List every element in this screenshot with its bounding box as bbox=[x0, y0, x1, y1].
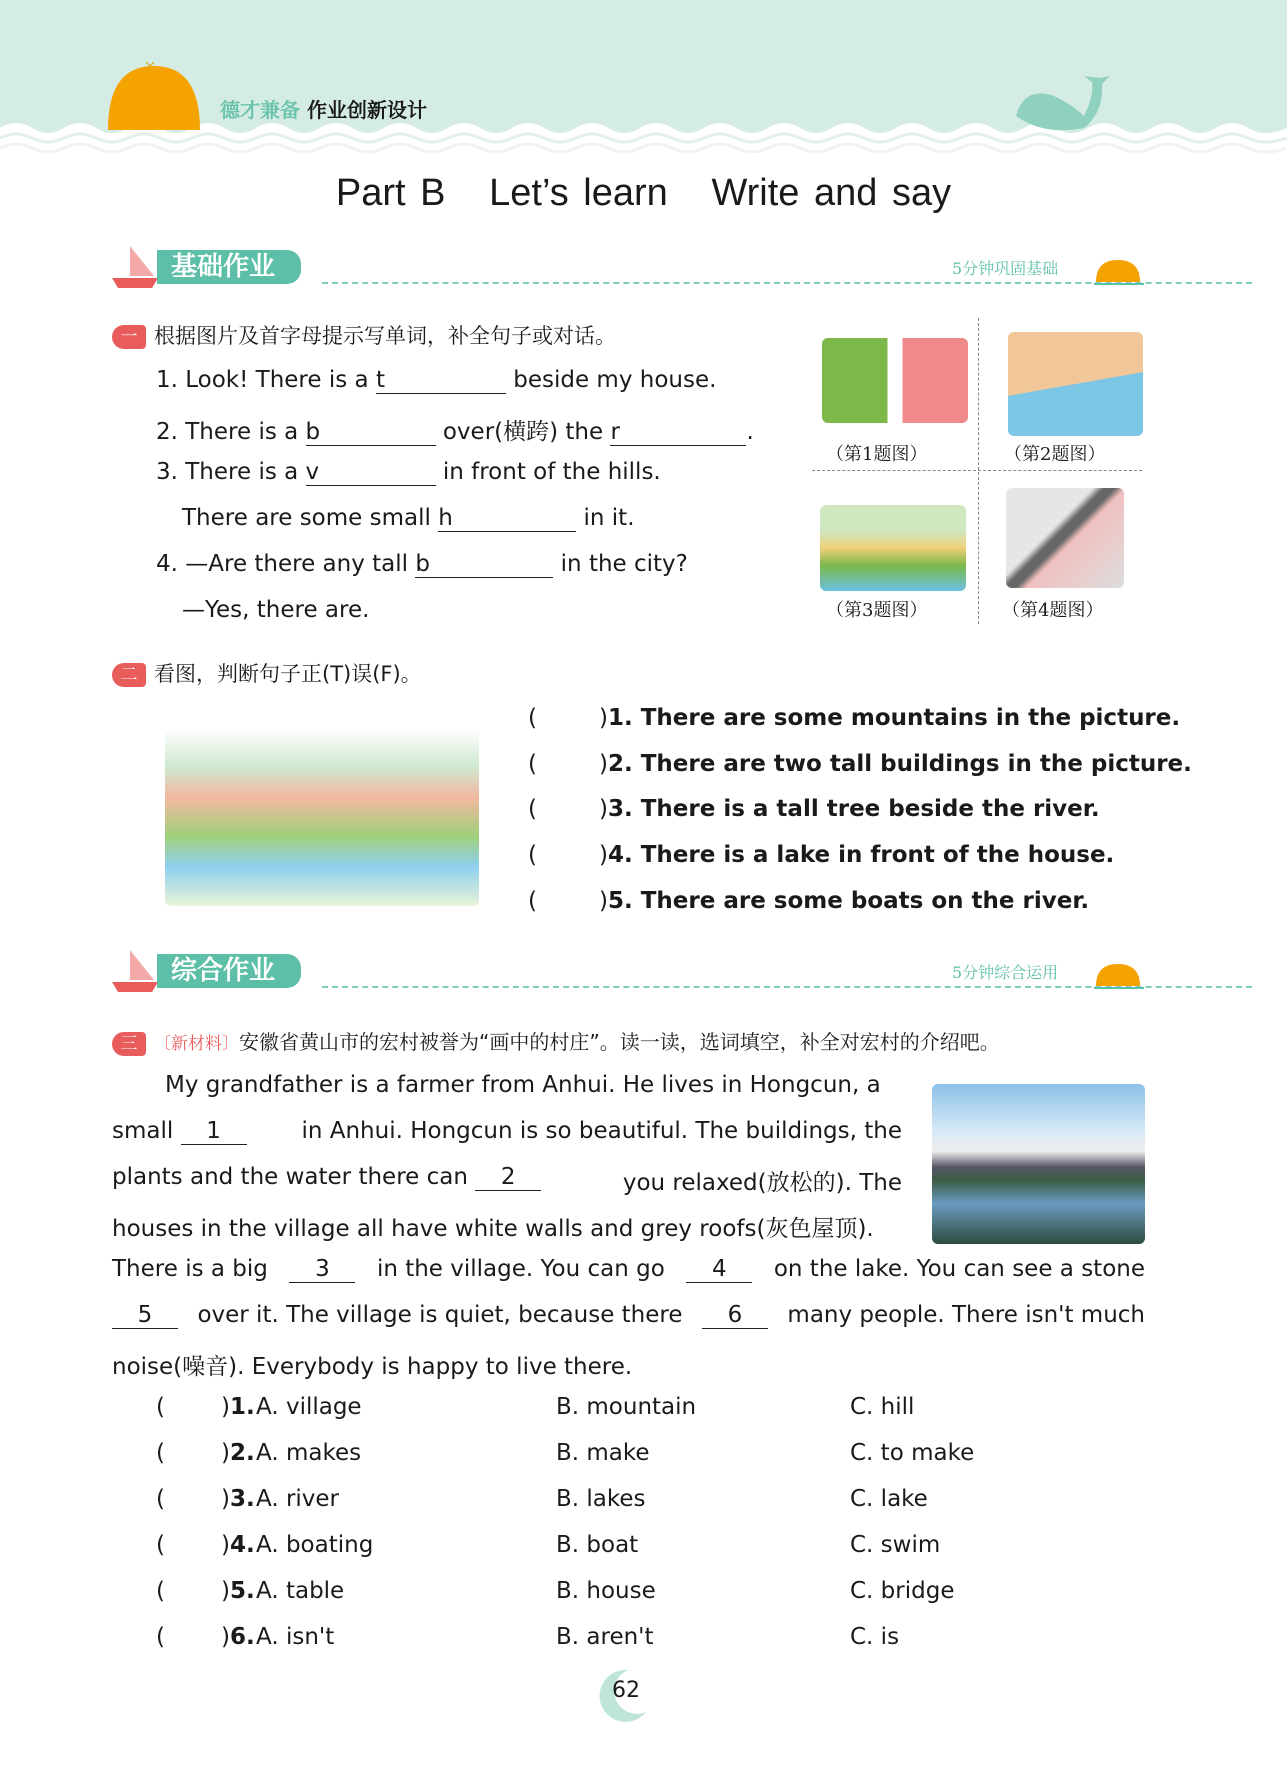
caption: （第3题图） bbox=[826, 600, 928, 621]
grid-divider bbox=[978, 318, 979, 624]
blank-5[interactable]: 5 bbox=[112, 1302, 178, 1329]
tf-item: ( )4. There is a lake in front of the house. bbox=[528, 842, 1115, 868]
blank-input[interactable]: b bbox=[415, 551, 553, 578]
section-label: 基础作业 bbox=[157, 250, 301, 284]
caption: （第1题图） bbox=[826, 444, 928, 465]
tf-item: ( )2. There are two tall buildings in the picture. bbox=[528, 751, 1192, 777]
option-a: A. table bbox=[256, 1578, 345, 1604]
blank-4[interactable]: 4 bbox=[686, 1256, 752, 1283]
sun-icon bbox=[106, 62, 202, 130]
blank-input[interactable]: t bbox=[376, 367, 506, 394]
blank-6[interactable]: 6 bbox=[702, 1302, 768, 1329]
page-number: 62 bbox=[612, 1678, 640, 1703]
section-subtitle: 5分钟综合运用 bbox=[952, 963, 1059, 982]
picture-bridge-river bbox=[1008, 332, 1143, 436]
passage-line: houses in the village all have white walls and grey roofs(灰色屋顶). bbox=[112, 1216, 874, 1242]
section-banner-comprehensive bbox=[112, 950, 1152, 992]
passage-line: plants and the water there can 2 you relaxed(放松的). The bbox=[112, 1164, 902, 1196]
tf-item: ( )1. There are some mountains in the picture. bbox=[528, 705, 1181, 731]
option-b: B. boat bbox=[556, 1532, 639, 1558]
picture-house-river-scene bbox=[165, 708, 479, 906]
option-c: C. bridge bbox=[850, 1578, 955, 1604]
option-c: C. swim bbox=[850, 1532, 941, 1558]
blank-input[interactable]: v bbox=[306, 459, 436, 486]
blank-input[interactable]: b bbox=[306, 419, 436, 446]
passage-line: noise(噪音). Everybody is happy to live there. bbox=[112, 1354, 633, 1380]
q1-line-4: There are some small h in it. bbox=[182, 505, 635, 531]
question-number: 二 bbox=[112, 663, 146, 687]
passage-line: There is a big 3 in the village. You can go 4 on the lake. You can see a stone bbox=[112, 1256, 1145, 1282]
sailboat-icon bbox=[112, 948, 158, 992]
picture-tree-house bbox=[822, 338, 968, 423]
option-a: A. village bbox=[256, 1394, 362, 1420]
whale-icon bbox=[1014, 76, 1112, 132]
caption: （第4题图） bbox=[1002, 600, 1104, 621]
instruction-text: 安徽省黄山市的宏村被誉为“画中的村庄”。读一读，选词填空，补全对宏村的介绍吧。 bbox=[239, 1030, 1000, 1054]
answer-paren[interactable]: ( )1. bbox=[156, 1394, 255, 1420]
sailboat-icon bbox=[112, 244, 158, 288]
sun-icon bbox=[1094, 960, 1144, 994]
option-b: B. mountain bbox=[556, 1394, 697, 1420]
option-a: A. boating bbox=[256, 1532, 374, 1558]
option-c: C. hill bbox=[850, 1394, 915, 1420]
q2-instruction bbox=[112, 658, 422, 688]
new-material-tag: 〔新材料〕 bbox=[154, 1034, 239, 1054]
brand-green: 德才兼备 bbox=[220, 98, 300, 122]
passage-line: 5 over it. The village is quiet, because there 6 many people. There isn't much bbox=[112, 1302, 1145, 1329]
q1-line-6: —Yes, there are. bbox=[182, 597, 370, 623]
section-label: 综合作业 bbox=[157, 954, 301, 988]
option-c: C. is bbox=[850, 1624, 900, 1650]
answer-paren[interactable]: ( )4. bbox=[156, 1532, 255, 1558]
instruction-text: 根据图片及首字母提示写单词，补全句子或对话。 bbox=[154, 324, 616, 348]
answer-paren[interactable]: ( )6. bbox=[156, 1624, 255, 1650]
option-b: B. lakes bbox=[556, 1486, 646, 1512]
option-b: B. aren't bbox=[556, 1624, 654, 1650]
blank-2[interactable]: 2 bbox=[475, 1164, 541, 1191]
q1-line-2: 2. There is a b over(横跨) the r . bbox=[156, 419, 754, 445]
section-subtitle: 5分钟巩固基础 bbox=[952, 259, 1059, 278]
question-number: 三 bbox=[112, 1032, 146, 1056]
option-c: C. to make bbox=[850, 1440, 975, 1466]
tf-item: ( )5. There are some boats on the river. bbox=[528, 888, 1090, 914]
option-b: B. house bbox=[556, 1578, 656, 1604]
blank-input[interactable]: r bbox=[610, 419, 746, 446]
answer-paren[interactable]: ( )2. bbox=[156, 1440, 255, 1466]
question-number: 一 bbox=[112, 325, 146, 349]
blank-1[interactable]: 1 bbox=[181, 1118, 247, 1145]
option-b: B. make bbox=[556, 1440, 650, 1466]
blank-3[interactable]: 3 bbox=[289, 1256, 355, 1283]
q1-line-3: 3. There is a v in front of the hills. bbox=[156, 459, 661, 485]
picture-village bbox=[820, 505, 966, 591]
q1-line-1: 1. Look! There is a t beside my house. bbox=[156, 367, 717, 393]
q3-instruction bbox=[112, 1026, 1000, 1056]
caption: （第2题图） bbox=[1004, 444, 1106, 465]
passage-line: small 1 in Anhui. Hongcun is so beautiful. The buildings, the bbox=[112, 1118, 902, 1144]
passage-line: My grandfather is a farmer from Anhui. He lives in Hongcun, a bbox=[165, 1072, 881, 1098]
q1-instruction bbox=[112, 320, 616, 350]
blank-input[interactable]: h bbox=[438, 505, 576, 532]
brand-dark: 作业创新设计 bbox=[306, 98, 427, 122]
tf-item: ( )3. There is a tall tree beside the river. bbox=[528, 796, 1100, 822]
picture-city-buildings bbox=[1006, 488, 1124, 588]
grid-divider bbox=[812, 470, 1142, 471]
brand-text bbox=[220, 94, 427, 123]
page-title: Part B Let’s learn Write and say bbox=[335, 172, 952, 214]
q1-line-5: 4. —Are there any tall b in the city? bbox=[156, 551, 688, 577]
option-a: A. isn't bbox=[256, 1624, 335, 1650]
photo-hongcun-village bbox=[932, 1084, 1145, 1244]
sun-icon bbox=[1094, 256, 1144, 290]
option-a: A. makes bbox=[256, 1440, 362, 1466]
answer-paren[interactable]: ( )3. bbox=[156, 1486, 255, 1512]
section-banner-basic bbox=[112, 246, 1152, 288]
answer-paren[interactable]: ( )5. bbox=[156, 1578, 255, 1604]
instruction-text: 看图，判断句子正(T)误(F)。 bbox=[154, 662, 422, 686]
option-c: C. lake bbox=[850, 1486, 928, 1512]
option-a: A. river bbox=[256, 1486, 340, 1512]
